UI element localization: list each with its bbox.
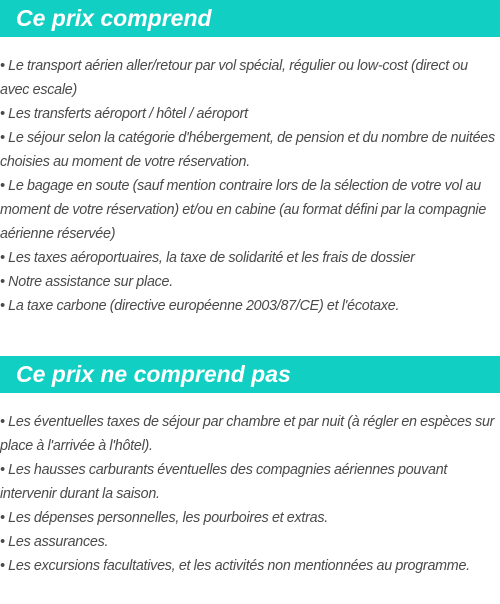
list-item: • Les éventuelles taxes de séjour par chambre et par nuit (à régler en espèces sur place à l'arrivée à l'hôtel). — [0, 414, 495, 454]
list-item: • Les assurances. — [0, 534, 109, 550]
list-item: • Notre assistance sur place. — [0, 274, 173, 290]
list-item: • La taxe carbone (directive européenne 2003/87/CE) et l'écotaxe. — [0, 298, 400, 314]
list-item: • Les hausses carburants éventuelles des compagnies aériennes pouvant intervenir durant la saison. — [0, 462, 448, 502]
price-excludes-section — [0, 356, 500, 578]
list-item: • Le transport aérien aller/retour par vol spécial, régulier ou low-cost (direct ou avec escale) — [0, 58, 468, 98]
price-excludes-header — [0, 356, 500, 393]
price-includes-title: Ce prix comprend — [16, 5, 212, 31]
list-item: • Les taxes aéroportuaires, la taxe de solidarité et les frais de dossier — [0, 250, 415, 266]
price-includes-list — [0, 54, 500, 318]
list-item: • Le séjour selon la catégorie d'hébergement, de pension et du nombre de nuitées choisies au moment de votre réservation. — [0, 130, 495, 170]
list-item: • Les transferts aéroport / hôtel / aéroport — [0, 106, 248, 122]
price-excludes-title: Ce prix ne comprend pas — [16, 361, 291, 387]
list-item: • Les dépenses personnelles, les pourboires et extras. — [0, 510, 328, 526]
list-item: • Les excursions facultatives, et les activités non mentionnées au programme. — [0, 558, 470, 574]
price-excludes-list — [0, 410, 500, 578]
price-includes-header — [0, 0, 500, 37]
list-item: • Le bagage en soute (sauf mention contraire lors de la sélection de votre vol au moment de votre réservation) et/ou en cabine (au format défini par la compagnie aérienne réservée) — [0, 178, 487, 242]
